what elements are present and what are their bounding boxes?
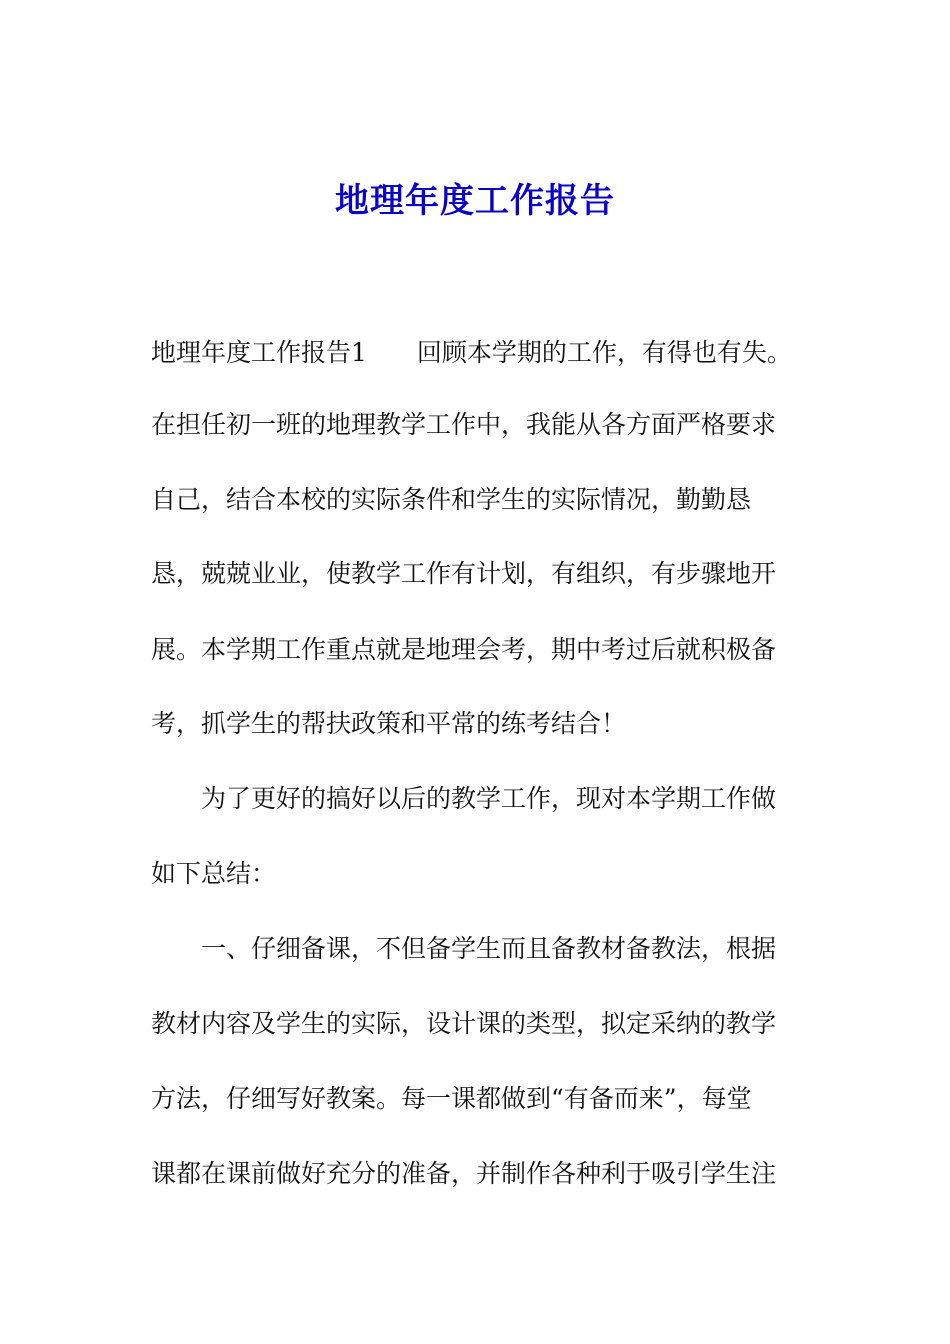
body-line: 一、仔细备课，不但备学生而且备教材备教法，根据 (151, 934, 777, 963)
body-line: 如下总结： (151, 859, 277, 888)
body-line: 在担任初一班的地理教学工作中，我能从各方面严格要求 (151, 410, 777, 439)
body-line: 方法，仔细写好教案。每一课都做到“有备而来”，每堂 (151, 1084, 752, 1113)
body-line: 教材内容及学生的实际，设计课的类型，拟定采纳的教学 (151, 1009, 777, 1038)
document-title: 地理年度工作报告 (335, 181, 615, 221)
body-line: 课都在课前做好充分的准备，并制作各种利于吸引学生注 (151, 1159, 777, 1188)
body-line: 考，抓学生的帮扶政策和平常的练考结合！ (151, 709, 627, 738)
body-line: 恳，兢兢业业，使教学工作有计划，有组织，有步骤地开 (151, 559, 777, 588)
body-line: 为了更好的搞好以后的教学工作，现对本学期工作做 (151, 784, 777, 813)
body-line: 自己，结合本校的实际条件和学生的实际情况，勤勤恳 (151, 485, 752, 514)
body-line: 展。本学期工作重点就是地理会考，期中考过后就积极备 (151, 635, 777, 664)
body-line: 地理年度工作报告1 回顾本学期的工作，有得也有失。 (151, 338, 792, 367)
